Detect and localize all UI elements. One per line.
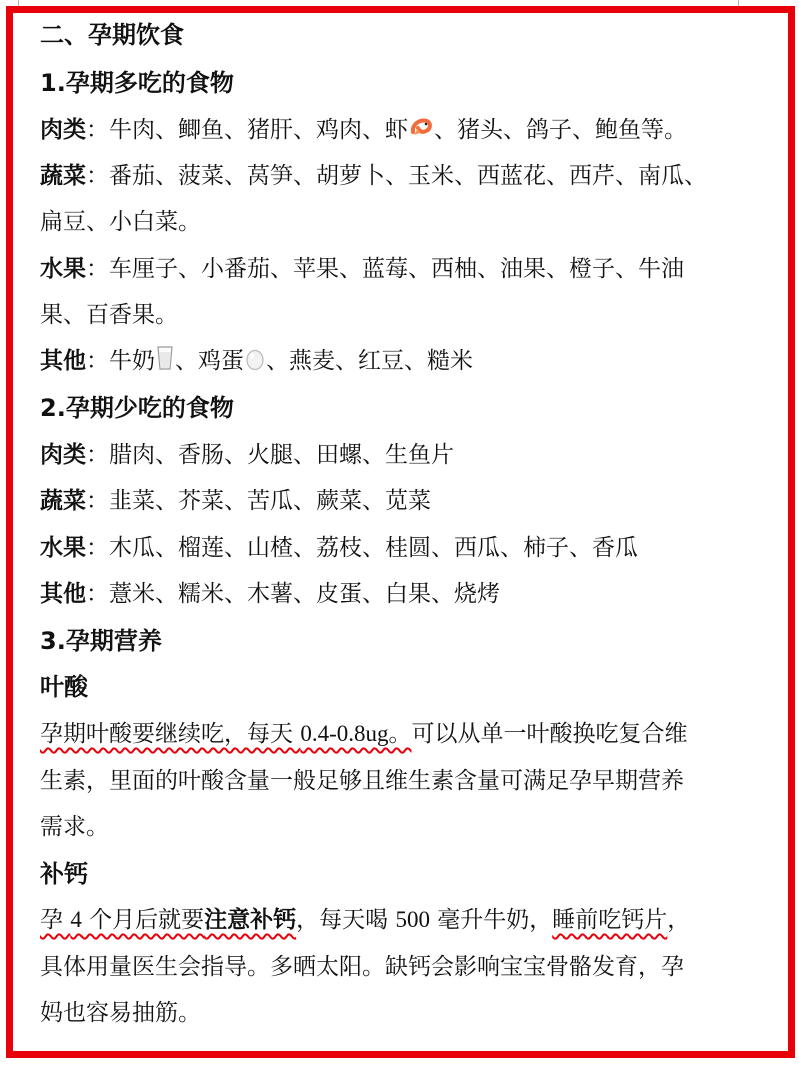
subheading-folic-acid: 叶酸 (40, 673, 88, 701)
category-label: 水果 (40, 535, 86, 561)
category-label: 水果 (40, 256, 86, 282)
item-text: ：车厘子、小番茄、苹果、蓝莓、西柚、油果、橙子、牛油 (86, 256, 684, 282)
eat-more-fruit-row (40, 254, 684, 284)
category-label: 肉类 (40, 117, 86, 143)
subheading-calcium: 补钙 (40, 860, 88, 888)
eat-less-veg-row (40, 486, 431, 516)
eat-more-veg-row (40, 161, 707, 191)
calcium-paragraph-line-2: 具体用量医生会指导。多晒太阳。缺钙会影响宝宝骨骼发育，孕 (40, 954, 684, 980)
page-title: 二、孕期饮食 (40, 21, 184, 49)
milk-glass-icon (156, 346, 174, 378)
item-text: ：木瓜、榴莲、山楂、荔枝、桂圆、西瓜、柿子、香瓜 (86, 535, 638, 561)
eat-more-fruit-row-cont: 果、百香果。 (40, 302, 178, 328)
category-label: 肉类 (40, 442, 86, 468)
section-heading-eat-less: 2.孕期少吃的食物 (40, 394, 234, 422)
calcium-paragraph-line-1: 孕 4 个月后就要注意补钙，每天喝 500 毫升牛奶，睡前吃钙片， (40, 907, 691, 933)
underlined-text: 睡前吃钙片 (552, 907, 668, 933)
category-label: 蔬菜 (40, 488, 86, 514)
egg-icon (245, 348, 265, 378)
item-text: 、猪头、鸽子、鲍鱼等。 (434, 117, 687, 143)
section-heading-nutrition: 3.孕期营养 (40, 627, 162, 655)
item-text: ：腊肉、香肠、火腿、田螺、生鱼片 (86, 442, 454, 468)
item-text: ：牛肉、鲫鱼、猪肝、鸡肉、虾 (86, 117, 408, 143)
item-text: ：薏米、糯米、木薯、皮蛋、白果、烧烤 (86, 581, 500, 607)
eat-less-other-row (40, 579, 500, 609)
folic-paragraph-line-1 (40, 719, 687, 749)
eat-more-other-row (40, 346, 473, 378)
paragraph-text: 可以从单一叶酸换吃复合维 (411, 721, 688, 747)
bold-emphasis: 注意补钙 (204, 907, 297, 933)
category-label: 其他 (40, 581, 86, 607)
shrimp-icon (409, 117, 433, 147)
folic-paragraph-line-3: 需求。 (40, 814, 109, 840)
item-text: ：韭菜、芥菜、苦瓜、蕨菜、苋菜 (86, 488, 431, 514)
item-text: 、鸡蛋 (175, 348, 244, 374)
underlined-text: 孕期叶酸要继续吃，每天 0.4-0.8ug。 (40, 721, 412, 747)
eat-less-fruit-row (40, 533, 638, 563)
dose-value: 0.4-0.8ug (300, 721, 389, 746)
eat-more-meat-row (40, 115, 687, 147)
item-text: ：牛奶 (86, 348, 155, 374)
eat-more-veg-row-cont: 扁豆、小白菜。 (40, 209, 201, 235)
item-text: 、燕麦、红豆、糙米 (266, 348, 473, 374)
folic-paragraph-line-2: 生素，里面的叶酸含量一般足够且维生素含量可满足孕早期营养 (40, 768, 684, 794)
item-text: ：番茄、菠菜、莴笋、胡萝卜、玉米、西蓝花、西芹、南瓜、 (86, 163, 707, 189)
underlined-text: 孕 4 个月后就要注意补钙 (40, 907, 297, 933)
eat-less-meat-row (40, 440, 454, 470)
section-heading-eat-more: 1.孕期多吃的食物 (40, 69, 234, 97)
category-label: 蔬菜 (40, 163, 86, 189)
category-label: 其他 (40, 348, 86, 374)
calcium-paragraph-line-3: 妈也容易抽筋。 (40, 1000, 201, 1026)
